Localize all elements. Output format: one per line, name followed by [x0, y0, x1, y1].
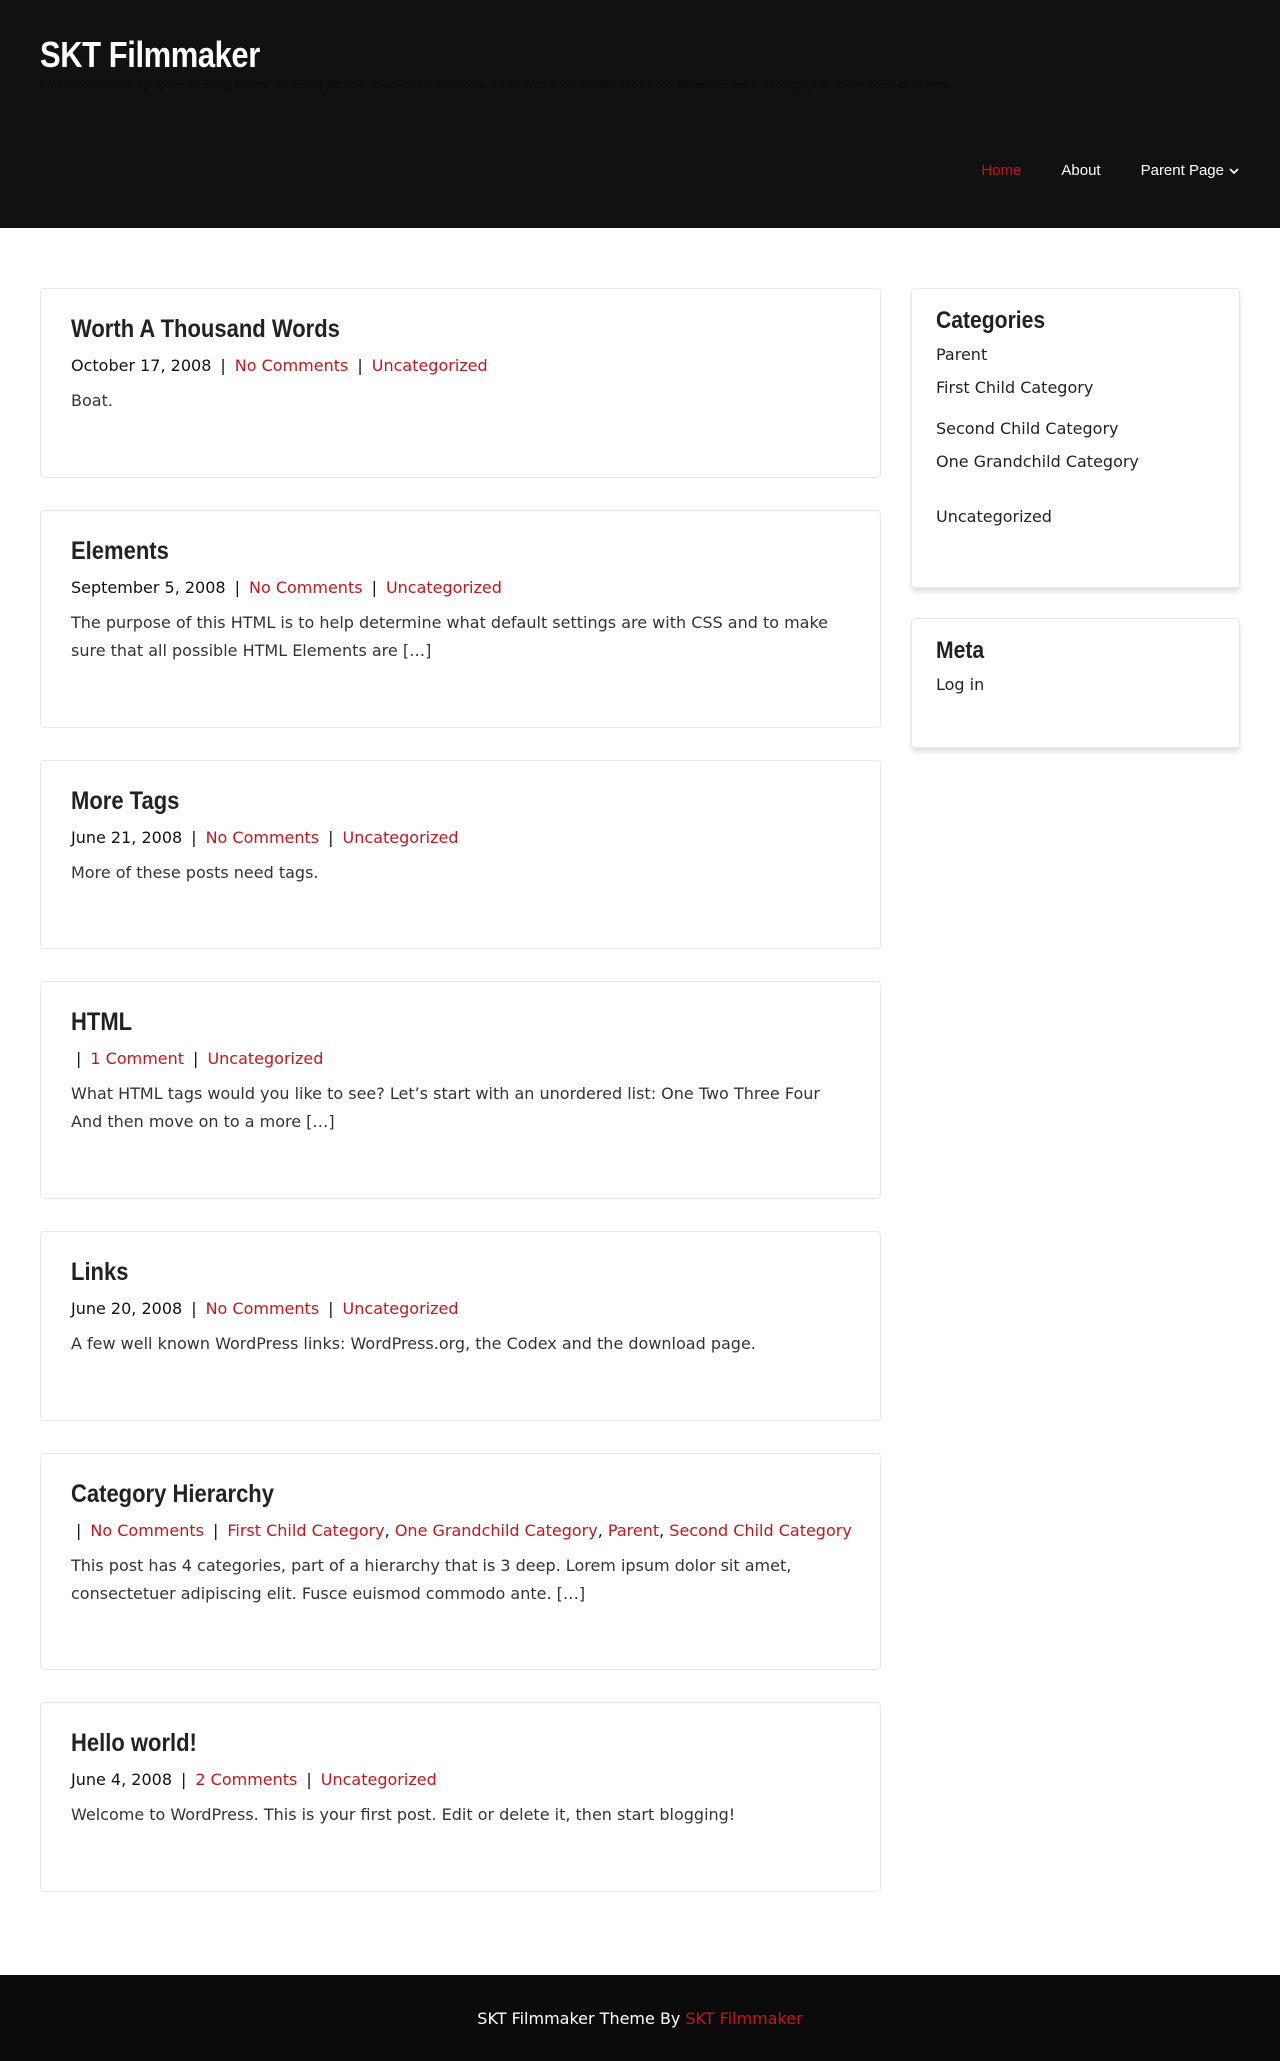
post-comments-link[interactable]: 1 Comment	[90, 1049, 185, 1068]
category-item-second-child[interactable]: Second Child Category	[936, 419, 1119, 438]
meta-separator: |	[234, 578, 240, 597]
post-excerpt: More of these posts need tags.	[71, 863, 319, 882]
post-comments-link[interactable]: No Comments	[205, 828, 320, 847]
sidebar	[911, 288, 1240, 778]
meta-separator: |	[212, 1521, 219, 1540]
post-date: June 4, 2008	[71, 1770, 172, 1789]
nav-item-parent-page[interactable]	[1141, 162, 1240, 179]
category-item-parent[interactable]: Parent	[936, 345, 988, 364]
post-excerpt: Welcome to WordPress. This is your first post. Edit or delete it, then start blogging!	[71, 1805, 736, 1824]
post-date: June 21, 2008	[71, 828, 183, 847]
post-card	[40, 1231, 881, 1421]
post-category-link[interactable]: Uncategorized	[371, 356, 488, 375]
meta-separator: |	[371, 578, 377, 597]
nav-item-label: About	[1061, 162, 1101, 179]
meta-separator: |	[306, 1770, 312, 1789]
nav-item-label: Parent Page	[1140, 162, 1224, 179]
categories-widget	[911, 288, 1240, 588]
post-excerpt: The purpose of this HTML is to help determine what default settings are with CSS and to make sure that all possible HTML Elements are […]	[71, 613, 829, 660]
meta-separator: |	[193, 1049, 199, 1068]
post-category-link[interactable]: First Child Category	[227, 1521, 385, 1540]
site-tagline: Filmmaker is a videographer, wedding shoots, modelling portfolio, outdoor media, movie, TV, fashion show, online video store, cinema reviews, photographer to showcase their work	[40, 80, 951, 91]
post-meta	[71, 1299, 850, 1318]
post-category-link[interactable]: Uncategorized	[320, 1770, 437, 1789]
post-meta: | No Comments | First Child Category, One Grandchild Category, Parent, Second Child Category	[76, 1521, 852, 1540]
post-title[interactable]: Worth A Thousand Words	[71, 315, 340, 343]
post-comments-link[interactable]: No Comments	[248, 578, 363, 597]
meta-separator: |	[76, 1521, 82, 1540]
post-title[interactable]: Elements	[71, 537, 169, 565]
post-card	[40, 288, 881, 478]
post-date: June 20, 2008	[71, 1299, 183, 1318]
post-card	[40, 1453, 881, 1670]
main-nav	[981, 162, 1240, 179]
meta-widget	[911, 618, 1240, 748]
nav-item-label: Home	[981, 162, 1022, 179]
category-item-one-grandchild[interactable]: One Grandchild Category	[936, 452, 1139, 471]
widget-title: Meta	[936, 637, 985, 664]
post-meta	[71, 578, 850, 597]
post-date: September 5, 2008	[71, 578, 226, 597]
meta-list	[936, 675, 1215, 694]
meta-separator: |	[328, 828, 334, 847]
post-excerpt: What HTML tags would you like to see? Let’s start with an unordered list: One Two Three Four And then move on to a more […]	[71, 1084, 820, 1131]
post-category-link[interactable]: Second Child Category	[669, 1521, 852, 1540]
site-title[interactable]: SKT Filmmaker	[40, 34, 260, 75]
meta-separator: |	[191, 828, 197, 847]
meta-separator: |	[191, 1299, 197, 1318]
post-list	[40, 288, 881, 1924]
meta-separator: |	[181, 1770, 187, 1789]
post-comments-link[interactable]: No Comments	[90, 1521, 204, 1540]
widget-title: Categories	[936, 307, 1046, 334]
post-card	[40, 981, 881, 1199]
meta-separator: |	[220, 356, 226, 375]
post-comments-link[interactable]: No Comments	[205, 1299, 320, 1318]
post-card	[40, 510, 881, 728]
post-title[interactable]: Category Hierarchy	[71, 1480, 274, 1508]
post-title[interactable]: Links	[71, 1258, 129, 1286]
post-meta	[71, 1770, 850, 1789]
post-comments-link[interactable]: 2 Comments	[195, 1770, 298, 1789]
post-excerpt: Boat.	[71, 391, 113, 410]
post-meta	[71, 828, 850, 847]
post-category-link[interactable]: Parent	[607, 1521, 660, 1540]
site-header	[0, 0, 1280, 228]
category-item-first-child[interactable]: First Child Category	[936, 378, 1094, 397]
post-category-link[interactable]: Uncategorized	[342, 828, 459, 847]
footer-text: SKT Filmmaker Theme By	[477, 2008, 681, 2028]
post-excerpt: A few well known WordPress links: WordPress.org, the Codex and the download page.	[71, 1334, 756, 1353]
post-title[interactable]: Hello world!	[71, 1729, 197, 1757]
post-meta	[71, 356, 850, 375]
post-card	[40, 1702, 881, 1892]
nav-item-about[interactable]	[1061, 162, 1100, 179]
category-item-uncategorized[interactable]: Uncategorized	[936, 507, 1052, 526]
post-title[interactable]: More Tags	[71, 787, 180, 815]
post-excerpt: This post has 4 categories, part of a hierarchy that is 3 deep. Lorem ipsum dolor sit amet, consectetuer adipiscing elit. Fusce euismod commodo ante. […]	[71, 1556, 792, 1603]
categories-list	[936, 345, 1215, 526]
meta-separator: |	[357, 356, 363, 375]
meta-separator: |	[76, 1049, 82, 1068]
post-card	[40, 760, 881, 949]
meta-separator: |	[328, 1299, 334, 1318]
footer-link[interactable]: SKT Filmmaker	[685, 2008, 803, 2028]
post-category-link[interactable]: Uncategorized	[385, 578, 502, 597]
post-category-link[interactable]: Uncategorized	[342, 1299, 459, 1318]
post-date: October 17, 2008	[71, 356, 212, 375]
meta-item-login[interactable]: Log in	[936, 675, 985, 694]
post-category-link[interactable]: One Grandchild Category	[394, 1521, 598, 1540]
post-comments-link[interactable]: No Comments	[234, 356, 349, 375]
post-category-link[interactable]: Uncategorized	[207, 1049, 324, 1068]
chevron-down-icon	[1228, 165, 1240, 177]
site-footer	[0, 1975, 1280, 2061]
post-title[interactable]: HTML	[71, 1008, 133, 1036]
nav-item-home[interactable]	[981, 162, 1021, 179]
post-meta	[71, 1049, 850, 1068]
